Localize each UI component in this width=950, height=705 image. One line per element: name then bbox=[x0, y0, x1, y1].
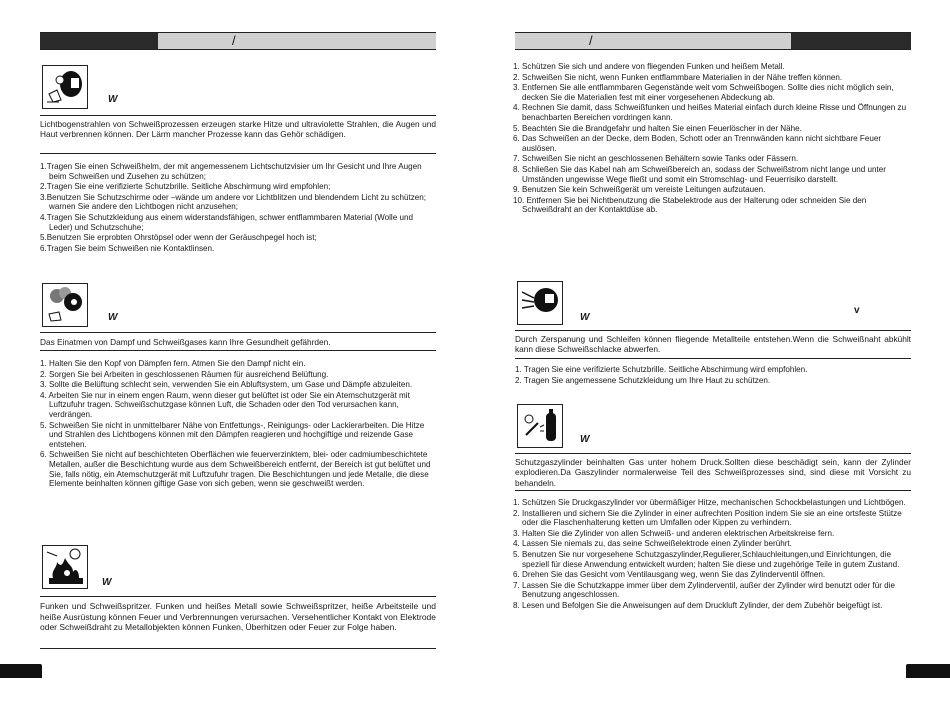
list-item: 8. Schließen Sie das Kabel nah am Schweißbereich an, sodass der Schweißstrom nicht lange und unter Umständen ungewisse Wege fließt und somit ein Stromschlag- und Feuerrisiko darstellt. bbox=[513, 164, 886, 184]
list-item: 5.Benutzen Sie erprobten Ohrstöpsel oder wenn der Geräuschpegel hoch ist; bbox=[40, 233, 317, 243]
list-item: 10. Entfernen Sie bei Nichtbenutzung die Stabelektrode aus der Halterung oder schneiden Sie den Schweißdraht an der Kontaktdüse ab. bbox=[513, 195, 867, 215]
flying-metal-intro: Durch Zerspanung und Schleifen können fliegende Metallteile entstehen.Wenn die Schweißnaht abkühlt kann diese Schweißschlacke abwerfen. bbox=[515, 334, 911, 355]
list-item: 8. Lesen und Befolgen Sie die Anweisungen auf dem Druckluft Zylinder, der dem Zubehör beigefügt ist. bbox=[513, 600, 883, 610]
list-item: 3. Sollte die Belüftung schlecht sein, verwenden Sie ein Abluftsystem, um Gase und Dämpfe abzuleiten. bbox=[40, 380, 413, 390]
gas-cylinder-intro: Schutzgaszylinder beinhalten Gas unter hohem Druck.Sollten diese beschädigt sein, kann der Zylinder explodieren.Da Gaszylinder normalerweise Teil des Schweißprozesses sind, sind diese mit Vorsicht zu behandeln. bbox=[515, 457, 911, 488]
fumes-list bbox=[40, 359, 438, 490]
section-divider bbox=[40, 115, 436, 116]
side-letter: v bbox=[854, 305, 860, 316]
section-divider bbox=[40, 332, 436, 333]
list-item: 7. Lassen Sie die Schutzkappe immer über dem Zylinderventil, außer der Zylinder wird benutzt oder für die Benutzung angeschlossen. bbox=[513, 580, 895, 600]
warning-label: W bbox=[580, 434, 590, 445]
list-item: 2. Installieren und sichern Sie die Zylinder in einer aufrechten Position indem Sie sie an eine ortsfeste Stütze oder die Flaschenhalterung ketten um Umfallen oder Kippen zu verhindern. bbox=[513, 508, 902, 528]
list-item: 9. Benutzen Sie kein Schweißgerät um vereiste Leitungen aufzutauen. bbox=[513, 185, 766, 195]
arc-rays-intro: Lichtbogenstrahlen von Schweißprozessen erzeugen starke Hitze und ultraviolette Strahlen, die Augen und Haut verbrennen können. Der Lärm mancher Prozesse kann das Gehör schädigen. bbox=[40, 119, 436, 140]
arc-rays-list bbox=[40, 162, 438, 254]
section-divider bbox=[515, 453, 911, 454]
list-item: 2. Tragen Sie angemessene Schutzkleidung um Ihre Haut zu schützen. bbox=[515, 375, 771, 385]
list-item: 6. Das Schweißen an der Decke, dem Boden, Schott oder an Trennwänden kann nicht sichtbare Feuer auslösen. bbox=[513, 134, 882, 153]
welding-mask-icon bbox=[42, 65, 88, 109]
section-divider bbox=[515, 490, 911, 491]
flying-metal-icon bbox=[517, 281, 563, 325]
list-item: 3. Halten Sie die Zylinder von allen Schweiß- und anderen elektrischen Arbeitskreise fern. bbox=[513, 528, 835, 538]
warning-label: W bbox=[580, 312, 590, 323]
list-item: 1. Tragen Sie eine verifizierte Schutzbrille. Seitliche Abschirmung wird empfohlen. bbox=[515, 365, 808, 374]
section-divider bbox=[40, 350, 436, 351]
list-item: 3. Entfernen Sie alle entflammbaren Gegenstände weit vom Schweißbogen. Sollte dies nicht möglich sein, decken Sie die Materialien fest mit einer vorgesehenen Abdeckung ab. bbox=[513, 83, 894, 102]
list-item: 5. Benutzen Sie nur vorgesehene Schutzgaszylinder,Regulierer,Schlauchleitungen,und Einrichtungen, die speziell für diese Anwendung entwickelt wurden; halten Sie diese und zugehörige Teile in gutem Zustand. bbox=[513, 549, 900, 569]
fumes-icon bbox=[42, 283, 88, 327]
section-divider bbox=[40, 153, 436, 154]
list-item: 4. Rechnen Sie damit, dass Schweißfunken und heißes Material einfach durch kleine Risse und Öffnungen zu benachbarten Bereichen vordringen kann. bbox=[513, 103, 907, 122]
list-item: 5. Beachten Sie die Brandgefahr und halten Sie einen Feuerlöscher in der Nähe. bbox=[513, 123, 802, 133]
sparks-list bbox=[513, 62, 913, 216]
list-item: 1. Schützen Sie Druckgaszylinder vor übermäßiger Hitze, mechanischen Schockbelastungen und Lichtbögen. bbox=[513, 498, 906, 507]
list-item: 4. Lassen Sie niemals zu, das seine Schweißelektrode einen Zylinder berührt. bbox=[513, 539, 792, 549]
warning-label: W bbox=[108, 312, 118, 323]
right-page bbox=[475, 0, 950, 705]
section-divider bbox=[515, 330, 911, 331]
list-item: 1. Halten Sie den Kopf von Dämpfen fern. Atmen Sie den Dampf nicht ein. bbox=[40, 359, 306, 368]
gas-cylinder-icon bbox=[517, 404, 563, 448]
list-item: 2. Sorgen Sie bei Arbeiten in geschlossenen Räumen für ausreichend Belüftung. bbox=[40, 369, 329, 379]
section-divider bbox=[40, 648, 436, 649]
list-item: 2. Schweißen Sie nicht, wenn Funken entflammbare Materialien in der Nähe treffen können. bbox=[513, 72, 843, 82]
left-header-bar bbox=[40, 32, 436, 50]
page-corner-mark bbox=[0, 664, 42, 678]
header-slash: / bbox=[589, 33, 593, 48]
list-item: 1. Schützen Sie sich und andere von fliegenden Funken und heißem Metall. bbox=[513, 62, 785, 71]
list-item: 6. Schweißen Sie nicht auf beschichteten Oberflächen wie feuerverzinktem, blei- oder cadmiumbeschichtete Metallen, außer die Beschichtung wurde aus dem Schweißbereich entfernt, der Bereich ist gut belüftet und Sie, falls nötig, ein Atemschutzgerät mit Luftzufuhr tragen. Die Beschichtungen und jede Metalle, die diese Elemente beinhalten können giftige Gase von sich geben, wenn sie geschweißt werden. bbox=[40, 450, 431, 489]
list-item: 1.Tragen Sie einen Schweißhelm, der mit angemessenem Lichtschutzvisier um Ihr Gesicht und Ihre Augen beim Schweißen und Zusehen zu schützen; bbox=[40, 162, 422, 181]
gas-cylinder-list bbox=[513, 498, 913, 612]
section-divider bbox=[515, 358, 911, 359]
header-slash: / bbox=[232, 33, 236, 48]
list-item: 4.Tragen Sie Schutzkleidung aus einem widerstandsfähigen, schwer entflammbaren Material (Wolle und Leder) und Schutzschuhe; bbox=[40, 212, 413, 232]
warning-label: W bbox=[102, 577, 112, 588]
section-divider bbox=[40, 596, 436, 597]
list-item: 6.Tragen Sie beim Schweißen nie Kontaktlinsen. bbox=[40, 243, 215, 253]
list-item: 5. Schweißen Sie nicht in unmittelbarer Nähe von Entfettungs-, Reinigungs- oder Lackierarbeiten. Die Hitze und Strahlen des Lichtbogens können mit den Dämpfen reagieren und hochgiftige und reizende Gase entstehen. bbox=[40, 420, 425, 449]
list-item: 4. Arbeiten Sie nur in einem engen Raum, wenn dieser gut belüftet ist oder Sie ein Atemschutzgerät mit Luftzufuhr tragen. Schweißschutzgase können Luft, die Schaden oder den Tod verursachen kann, verdrängen. bbox=[40, 390, 410, 419]
list-item: 2.Tragen Sie eine verifizierte Schutzbrille. Seitliche Abschirmung wird empfohlen; bbox=[40, 182, 331, 192]
list-item: 6. Drehen Sie das Gesicht vom Ventilausgang weg, wenn Sie das Zylinderventil öffnen. bbox=[513, 570, 826, 580]
flying-metal-list bbox=[515, 365, 913, 386]
list-item: 3.Benutzen Sie Schutzschirme oder –wände um andere vor Lichtblitzen und blendendem Licht zu schützen; warnen Sie andere den Lichtbogen nicht anzusehen; bbox=[40, 192, 427, 212]
list-item: 7. Schweißen Sie nicht an geschlossenen Behältern sowie Tanks oder Fässern. bbox=[513, 154, 799, 164]
sparks-intro: Funken und Schweißspritzer. Funken und heißes Metall sowie Schweißspritzer, heiße Arbeitsteile und heiße Ausrüstung können Feuer und Verbrennungen verursachen. Versehentlicher Kontakt von Elektrode oder Schweißdraht zu Metallobjekten können Funken, Überhitzen oder Feuer zur Folge haben. bbox=[40, 601, 436, 633]
fire-hazard-icon bbox=[42, 545, 88, 589]
right-header-bar bbox=[515, 32, 911, 50]
fumes-intro: Das Einatmen von Dampf und Schweißgases kann Ihre Gesundheit gefährden. bbox=[40, 337, 331, 347]
page-corner-mark bbox=[906, 664, 950, 678]
warning-label: W bbox=[108, 94, 118, 105]
